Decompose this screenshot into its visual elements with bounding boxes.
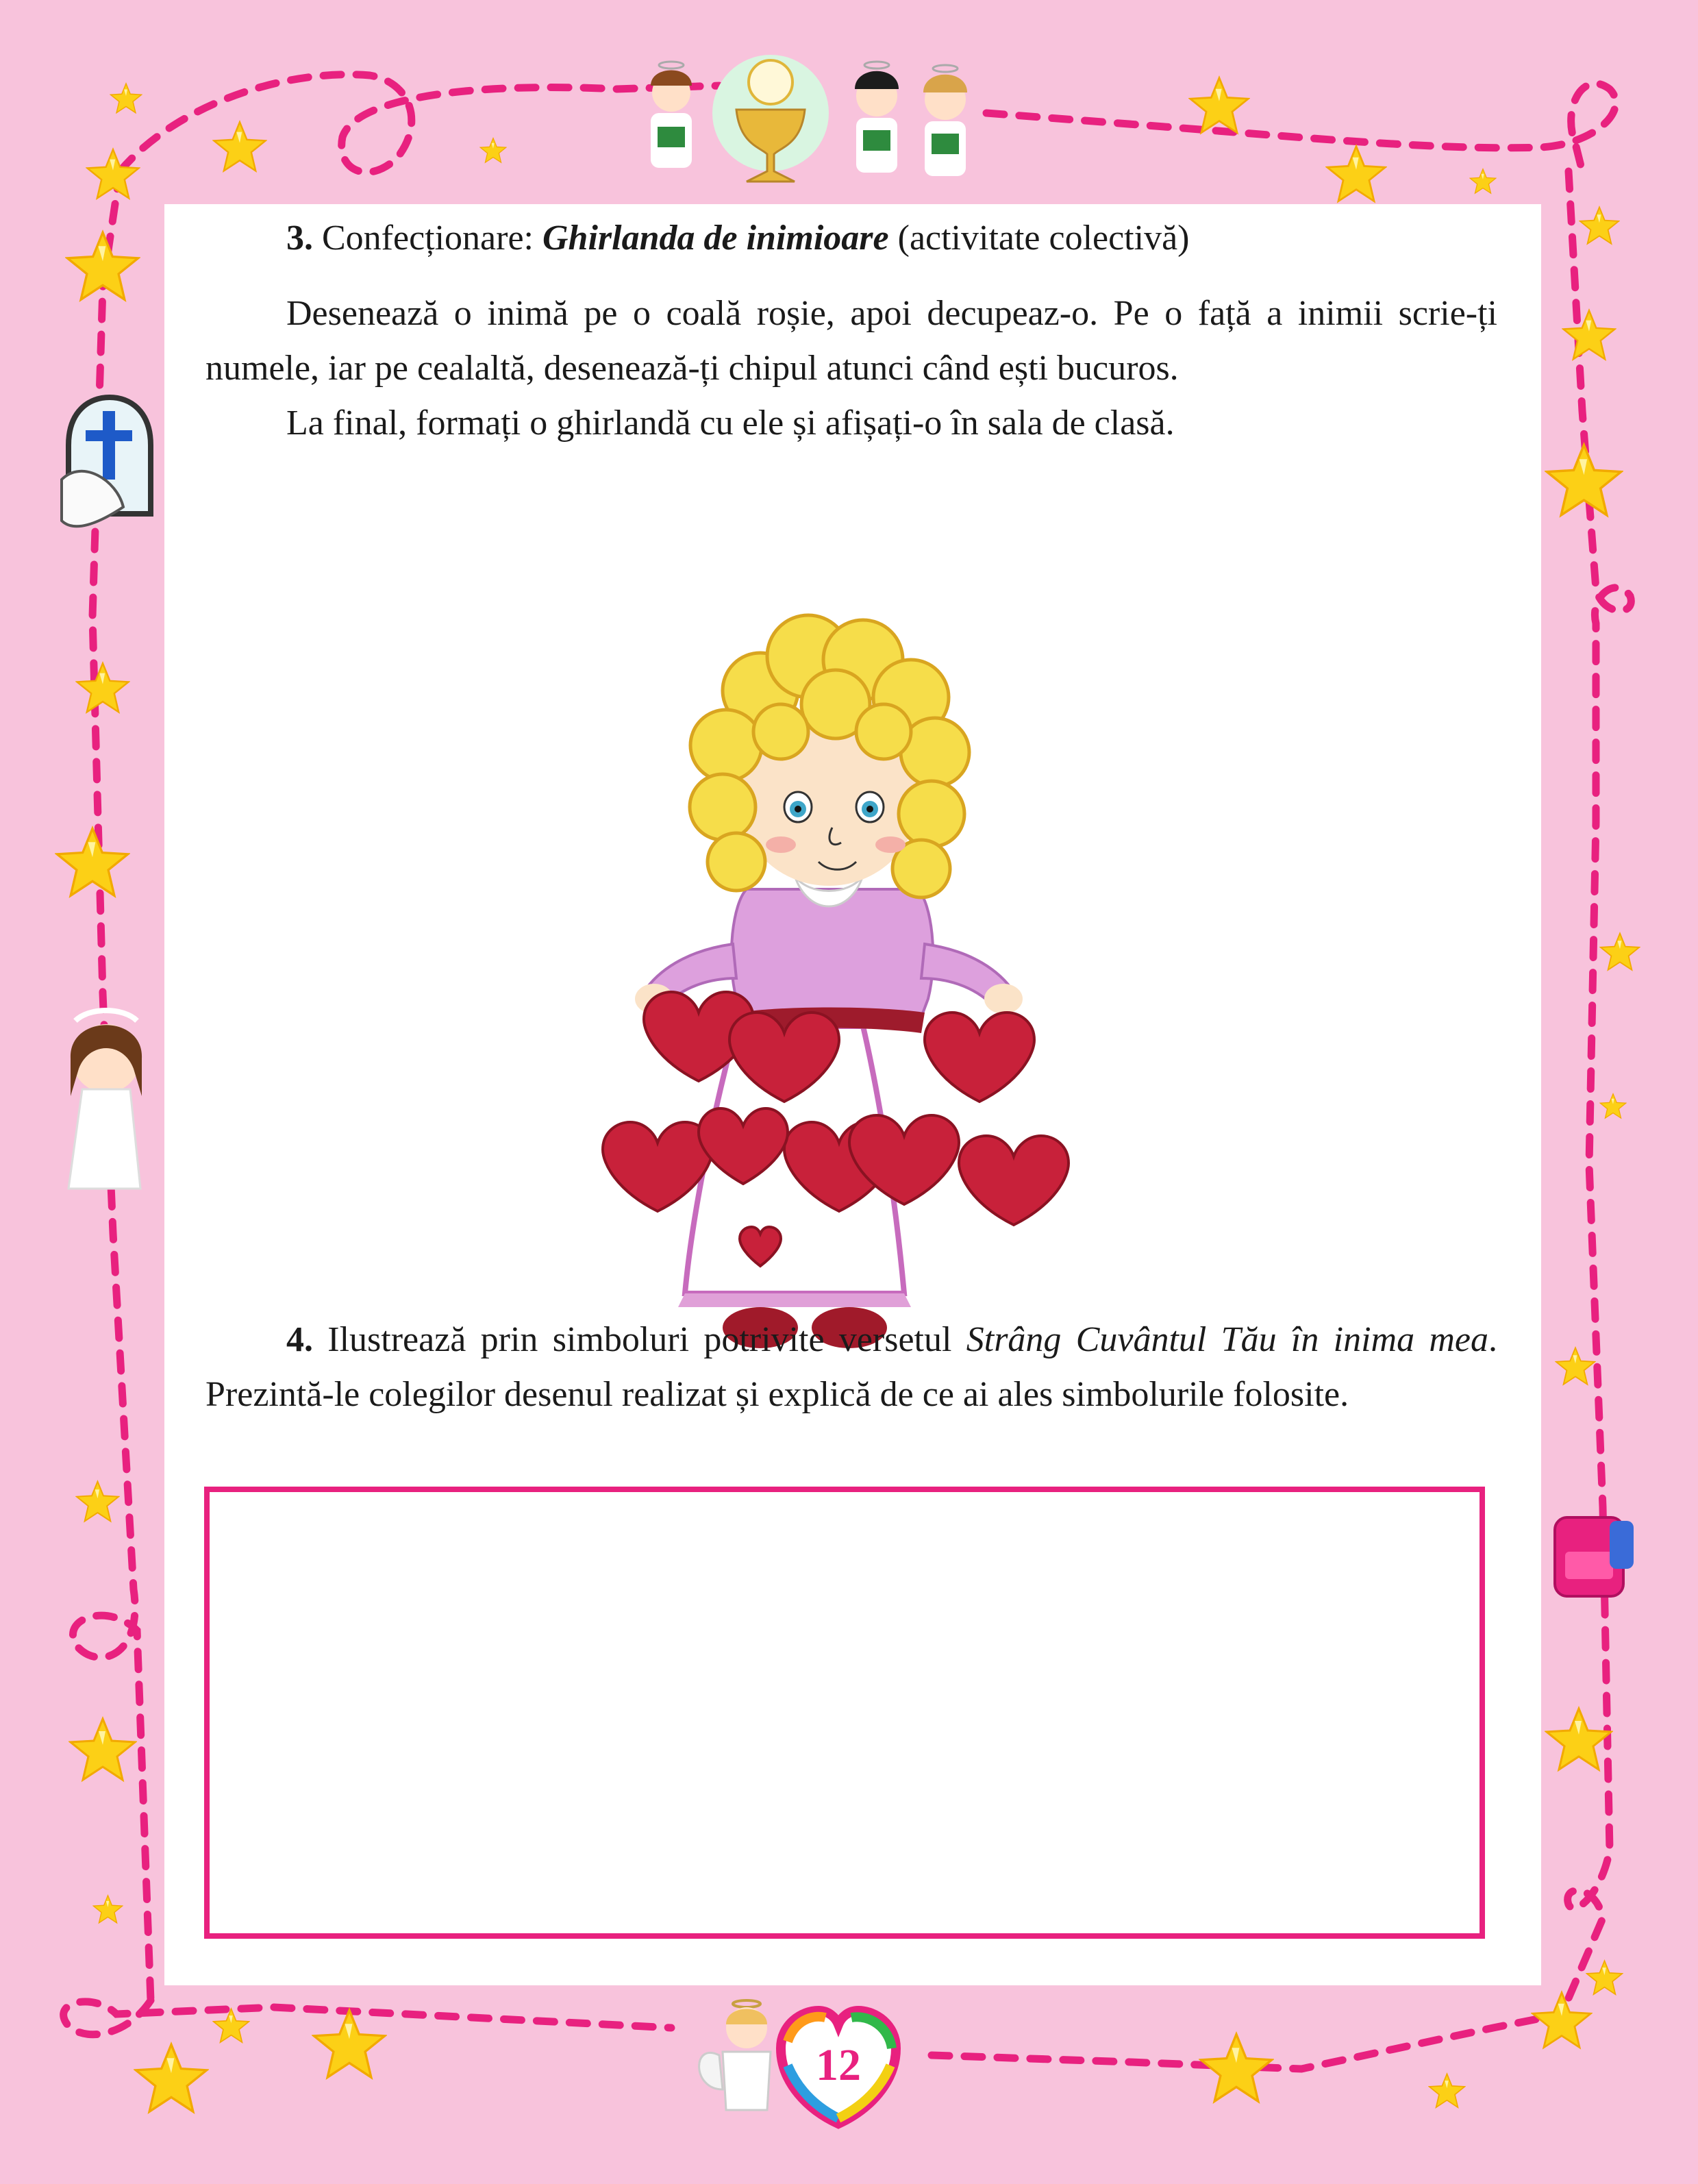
exercise-4-verse: Strâng Cuvântul Tău în inima mea [966,1320,1489,1359]
exercise-3-note: (activitate colectivă) [888,219,1190,258]
exercise-3-instructions: Desenează o inimă pe o coală roșie, apoi decupeaz-o. Pe o față a inimii scrie-ți numele, iar pe cealaltă, desenează-ți chipul atunci când ești bucuros. [205,294,1497,388]
exercise-3 [205,211,1497,451]
exercise-4-text-before: Ilustrează prin simboluri potrivite versetul [313,1320,966,1359]
angel-icon [923,65,967,176]
angel-icon [855,62,899,173]
chalice-icon [712,55,829,182]
angel-icon [651,62,692,168]
drawing-answer-box[interactable] [204,1487,1485,1939]
exercise-3-title: Ghirlanda de inimioare [542,219,889,258]
exercise-3-heading [205,211,1497,266]
praying-angel-icon [699,2000,771,2110]
backpack-icon [1555,1517,1634,1596]
exercise-4-number: 4. [286,1320,313,1359]
exercise-4-instructions [205,1313,1497,1422]
exercise-4 [205,1313,1497,1422]
exercise-4-text-after: . Prezintă-le colegilor desenul realizat și explică de ce ai ales simbolurile folosite. [205,1320,1498,1414]
stained-glass-dove-icon [62,397,151,526]
exercise-3-label: Confecționare: [313,219,542,258]
page-number: 12 [816,2040,861,2090]
worksheet-page [164,204,1541,1985]
exercise-3-number: 3. [286,219,313,258]
first-communion-girl-icon [68,1010,142,1189]
exercise-3-final-step: La final, formați o ghirlandă cu ele și afișați-o în sala de clasă. [286,404,1175,443]
